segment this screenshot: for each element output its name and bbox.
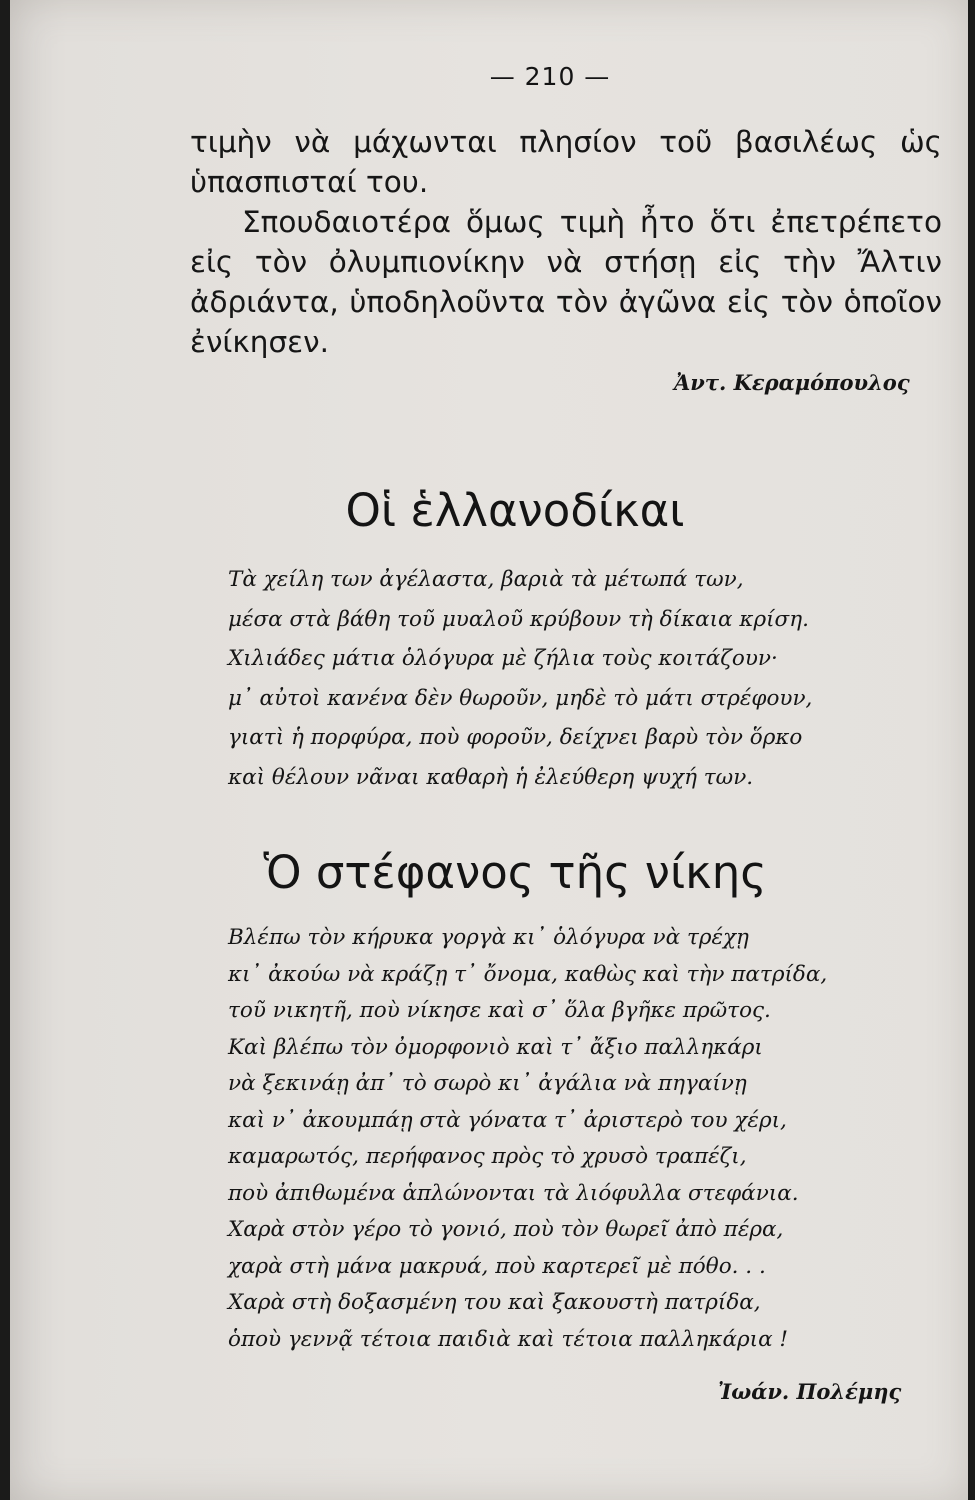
poem-line: Τὰ χείλη των ἀγέλαστα, βαριὰ τὰ μέτωπά των, — [228, 567, 744, 592]
prose-paragraph-2: Σπουδαιοτέρα ὅμως τιμὴ ἦτο ὅτι ἐπετρέπετο εἰς τὸν ὀλυμπιονίκην νὰ στήσῃ εἰς τὴν Ἄλτιν ἀδριάντα, ὑποδηλοῦντα τὸν ἀγῶνα εἰς τὸν ὁποῖον ἐνίκησεν. — [190, 205, 942, 359]
poem-line: Χαρὰ στὸν γέρο τὸ γονιό, ποὺ τὸν θωρεῖ ἀπὸ πέρα, — [228, 1217, 784, 1242]
prose-paragraph-1: τιμὴν νὰ μάχωνται πλησίον τοῦ βασιλέως ὡς ὑπασπισταί του. — [190, 125, 942, 199]
poem-line: καὶ ν᾽ ἀκουμπάῃ στὰ γόνατα τ᾽ ἀριστερὸ του χέρι, — [228, 1107, 787, 1133]
section-title-hellanodikai: Οἱ ἑλλανοδίκαι — [345, 484, 685, 537]
poem-line: κι᾽ ἀκούω νὰ κράζῃ τ᾽ ὄνομα, καθὼς καὶ τὴν πατρίδα, — [228, 961, 828, 987]
section-title-stefanos: Ὁ στέφανος τῆς νίκης — [263, 846, 767, 899]
poem-line: τοῦ νικητῆ, ποὺ νίκησε καὶ σ᾽ ὅλα βγῆκε πρῶτος. — [228, 998, 771, 1023]
book-page — [10, 0, 968, 1500]
author-signature-1: Ἀντ. Κεραμόπουλος — [674, 370, 910, 395]
prose-text — [190, 122, 942, 362]
poem-hellanodikai — [228, 560, 812, 797]
poem-line: καμαρωτός, περήφανος πρὸς τὸ χρυσὸ τραπέζι, — [228, 1144, 747, 1169]
poem-line: Χαρὰ στὴ δοξασμένη του καὶ ξακουστὴ πατρίδα, — [228, 1290, 761, 1315]
poem-line: καὶ θέλουν νᾶναι καθαρὴ ἡ ἐλεύθερη ψυχή των. — [228, 764, 754, 790]
poem-line: νὰ ξεκινάῃ ἀπ᾽ τὸ σωρὸ κι᾽ ἀγάλια νὰ πηγαίνῃ — [228, 1071, 747, 1096]
poem-line: χαρὰ στὴ μάνα μακρυά, ποὺ καρτερεῖ μὲ πόθο. . . — [228, 1253, 766, 1279]
poem-line: μ᾽ αὐτοὶ κανένα δὲν θωροῦν, μηδὲ τὸ μάτι στρέφουν, — [228, 685, 813, 711]
poem-line: Καὶ βλέπω τὸν ὀμορφονιὸ καὶ τ᾽ ἄξιο παλληκάρι — [228, 1034, 763, 1060]
poem-line: γιατὶ ἡ πορφύρα, ποὺ φοροῦν, δείχνει βαρὺ τὸν ὅρκο — [228, 725, 803, 750]
poem-stefanos — [228, 920, 827, 1358]
poem-line: Χιλιάδες μάτια ὁλόγυρα μὲ ζήλια τοὺς κοιτάζουν· — [228, 646, 778, 671]
poem-line: ποὺ ἀπιθωμένα ἁπλώνονται τὰ λιόφυλλα στεφάνια. — [228, 1180, 799, 1206]
poem-line: ὁποὺ γεννᾷ τέτοια παιδιὰ καὶ τέτοια παλληκάρια ! — [228, 1326, 789, 1352]
poem-line: Βλέπω τὸν κήρυκα γοργὰ κι᾽ ὁλόγυρα νὰ τρέχῃ — [228, 925, 749, 950]
poem-line: μέσα στὰ βάθη τοῦ μυαλοῦ κρύβουν τὴ δίκαια κρίση. — [228, 606, 809, 632]
author-signature-2: Ἰωάν. Πολέμης — [718, 1379, 902, 1404]
page-number: — 210 — — [489, 62, 611, 91]
